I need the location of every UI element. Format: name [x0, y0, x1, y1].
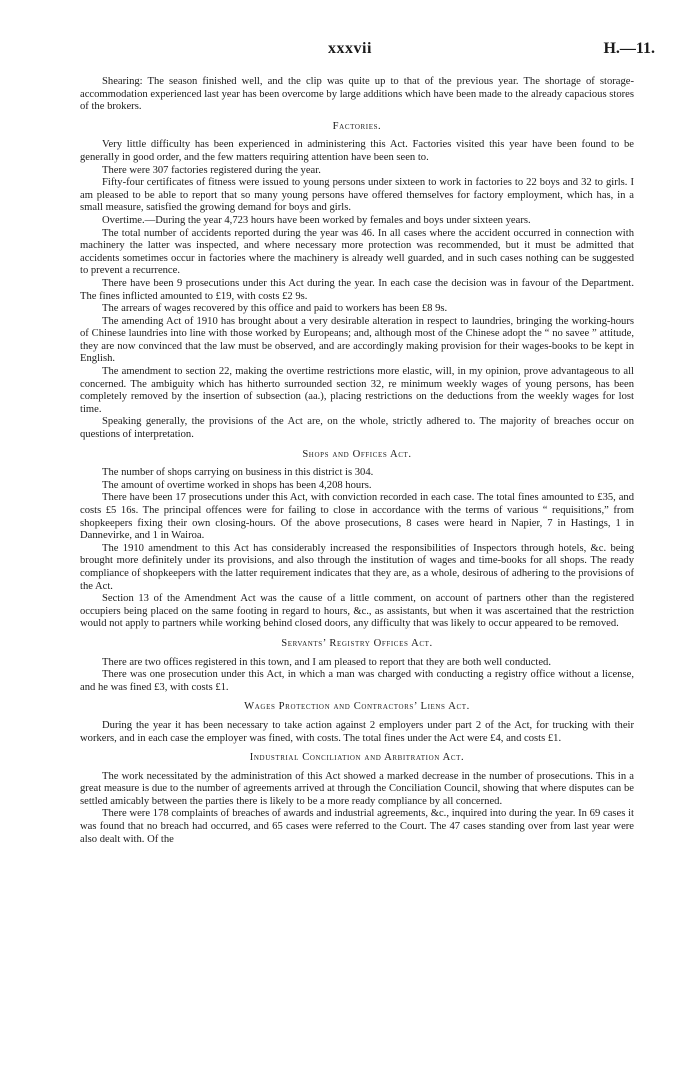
- section-heading-industrial: Industrial Conciliation and Arbitration Act.: [249, 752, 465, 764]
- paragraph: Very little difficulty has been experienced in administering this Act. Factories visited this year have been found to be generally in good order, and the few matters requiring attention have been seen to.: [80, 139, 634, 163]
- paragraph: There was one prosecution under this Act, in which a man was charged with conducting a registry office without a license, and he was fined £3, with costs £1.: [80, 669, 634, 693]
- section-heading-factories: Factories.: [332, 120, 382, 132]
- paragraph: Speaking generally, the provisions of the Act are, on the whole, strictly adhered to. The majority of breaches occur on questions of interpretation.: [80, 416, 634, 441]
- shearing-section: [80, 76, 634, 114]
- paragraph: The arrears of wages recovered by this office and paid to workers has been £8 9s.: [102, 303, 448, 315]
- paragraph: There have been 9 prosecutions under this Act during the year. In each case the decision was in favour of the Department. The fines inflicted amounted to £19, with costs £2 9s.: [80, 277, 634, 302]
- paragraph: Section 13 of the Amendment Act was the cause of a little comment, on account of partners other than the registered occupiers being placed on the same footing in regard to hours, &c., as assistants, but when it was ascertained that the restriction would not apply to partners while working behind closed doors, any difficulty that was likely to occur appeared to be removed.: [80, 593, 634, 630]
- paragraph: The 1910 amendment to this Act has considerably increased the responsibilities of Inspectors through hotels, &c. being brought more definitely under its provisions, and also through the institution of wages and time-books for all shops. The ready compliance of shopkeepers with the latter requirement indicates that they are, as a whole, desirous of adhering to the provisions of the Act.: [80, 542, 634, 592]
- paragraph: The number of shops carrying on business in this district is 304.: [102, 467, 374, 479]
- page-number: xxxvii: [328, 40, 372, 57]
- paragraph: The amendment to section 22, making the overtime restrictions more elastic, will, in my opinion, prove advantageous to all concerned. The ambiguity which has hitherto surrounded section 32, re minimum weekly wages of young persons, has been completely removed by the insertion of subsection (aa.), placing restrictions on the deductions from the weekly wages for lost time.: [80, 366, 634, 415]
- paragraph: The total number of accidents reported during the year was 46. In all cases where the accident occurred in connection with machinery the latter was inspected, and where necessary more protection was recommended, but it must be admitted that accidents sometimes occur in factories where the machinery is already well guarded, and in such cases nothing can be suggested to prevent a recurrence.: [80, 227, 634, 277]
- paragraph: The work necessitated by the administration of this Act showed a marked decrease in the number of prosecutions. This in a great measure is due to the number of agreements arrived at through the Conciliation Council, showing that where disputes can be settled amicably between the parties there is likely to be a more ready compliance by all concerned.: [80, 770, 634, 807]
- paragraph: Fifty-four certificates of fitness were issued to young persons under sixteen to work in factories to 22 boys and 32 to girls. I am pleased to be able to report that so many young persons have offered themselves for factory employment, which has, in a small measure, satisfied the growing demand for boys and girls.: [80, 177, 634, 214]
- section-heading-shops: Shops and Offices Act.: [302, 448, 412, 460]
- document-reference: H.—11.: [603, 40, 655, 57]
- page-body: [80, 76, 634, 846]
- page-header: [0, 40, 700, 62]
- section-heading-wages: Wages Protection and Contractors’ Liens Act.: [244, 701, 470, 713]
- industrial-conciliation-section: [80, 752, 634, 846]
- paragraph: The amending Act of 1910 has brought about a very desirable alteration in respect to laundries, bringing the working-hours of Chinese laundries into line with those worked by Europeans; and, although most of the Chinese adopt the “ no savee ” attitude, they are now convinced that the law must be observed, and are accordingly making provision for their wages-books to be kept in English.: [80, 315, 634, 365]
- paragraph: The amount of overtime worked in shops has been 4,208 hours.: [102, 479, 372, 491]
- shops-offices-section: [80, 449, 634, 631]
- paragraph: During the year it has been necessary to take action against 2 employers under part 2 of the Act, for trucking with their workers, and in each case the employer was fined, with costs. The total fines under the Act were £4, and costs £1.: [80, 719, 634, 744]
- paragraph: There have been 17 prosecutions under this Act, with conviction recorded in each case. The total fines amounted to £35, and costs £5 16s. The principal offences were for failing to close in accordance with the terms of various “ requisitions,” from shopkeepers fixing their own closing-hours. Of the above prosecutions, 8 cases were heard in Napier, 7 in Hastings, 1 in Dannevirke, and 1 in Wairoa.: [80, 492, 634, 542]
- paragraph: There were 178 complaints of breaches of awards and industrial agreements, &c., inquired into during the year. In 69 cases it was found that no breach had occurred, and 65 cases were referred to the Court. The 47 cases standing over from last year were also dealt with. Of the: [80, 808, 634, 845]
- wages-protection-section: [80, 701, 634, 745]
- paragraph: There were 307 factories registered during the year.: [102, 164, 321, 176]
- paragraph: Shearing: The season finished well, and the clip was quite up to that of the previous year. The shortage of storage-accommodation experienced last year has been overcome by large additions which have been made to the already capacious stores of the brokers.: [80, 76, 634, 113]
- paragraph: There are two offices registered in this town, and I am pleased to report that they are both well conducted.: [102, 656, 551, 668]
- section-heading-servants: Servants’ Registry Offices Act.: [281, 637, 433, 649]
- factories-section: [80, 121, 634, 442]
- servants-registry-section: [80, 638, 634, 694]
- paragraph: Overtime.—During the year 4,723 hours have been worked by females and boys under sixteen years.: [102, 214, 531, 226]
